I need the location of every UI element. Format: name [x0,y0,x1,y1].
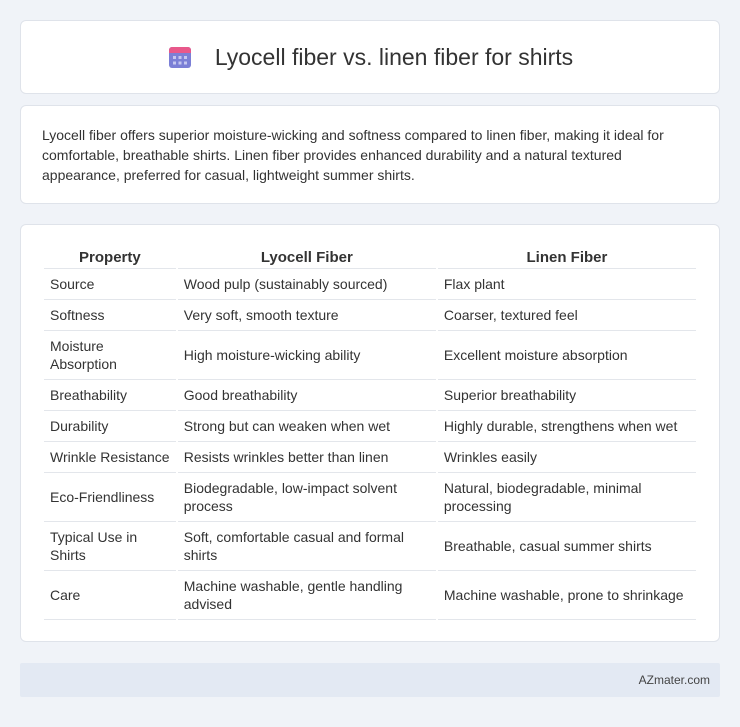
table-row [44,331,696,380]
table-row [44,380,696,411]
cell-property: Source [44,269,176,300]
cell-property: Eco-Friendliness [44,473,176,522]
cell-linen: Flax plant [438,269,696,300]
cell-property: Wrinkle Resistance [44,442,176,473]
header-property: Property [44,245,176,269]
cell-linen: Natural, biodegradable, minimal processing [438,473,696,522]
cell-property: Typical Use in Shirts [44,522,176,571]
cell-property: Moisture Absorption [44,331,176,380]
cell-lyocell: Strong but can weaken when wet [178,411,436,442]
table-row [44,411,696,442]
cell-linen: Breathable, casual summer shirts [438,522,696,571]
cell-lyocell: Good breathability [178,380,436,411]
cell-lyocell: Soft, comfortable casual and formal shirts [178,522,436,571]
table-row [44,300,696,331]
comparison-table-card [20,224,720,642]
comparison-table [42,245,698,620]
table-header-row [44,245,696,269]
cell-property: Durability [44,411,176,442]
cell-lyocell: Very soft, smooth texture [178,300,436,331]
cell-lyocell: Wood pulp (sustainably sourced) [178,269,436,300]
cell-property: Softness [44,300,176,331]
table-row [44,522,696,571]
calendar-icon [167,44,193,70]
cell-linen: Excellent moisture absorption [438,331,696,380]
summary-card [20,105,720,204]
cell-linen: Wrinkles easily [438,442,696,473]
cell-linen: Machine washable, prone to shrinkage [438,571,696,620]
cell-linen: Superior breathability [438,380,696,411]
cell-linen: Highly durable, strengthens when wet [438,411,696,442]
cell-lyocell: High moisture-wicking ability [178,331,436,380]
title-card [20,20,720,94]
cell-property: Care [44,571,176,620]
page-title: Lyocell fiber vs. linen fiber for shirts [214,43,574,70]
cell-lyocell: Biodegradable, low-impact solvent process [178,473,436,522]
summary-text: Lyocell fiber offers superior moisture-wicking and softness compared to linen fiber, making it ideal for comfortable, breathable shirts. Linen fiber provides enhanced durability and a natural textured appearance, preferred for casual, lightweight summer shirts. [42,127,664,183]
footer-bar [20,663,720,697]
table-row [44,571,696,620]
cell-lyocell: Machine washable, gentle handling advised [178,571,436,620]
cell-linen: Coarser, textured feel [438,300,696,331]
cell-lyocell: Resists wrinkles better than linen [178,442,436,473]
table-row [44,442,696,473]
header-lyocell: Lyocell Fiber [178,245,436,269]
footer-site-link[interactable]: AZmater.com [638,673,710,687]
header-linen: Linen Fiber [438,245,696,269]
table-row [44,473,696,522]
cell-property: Breathability [44,380,176,411]
table-row [44,269,696,300]
